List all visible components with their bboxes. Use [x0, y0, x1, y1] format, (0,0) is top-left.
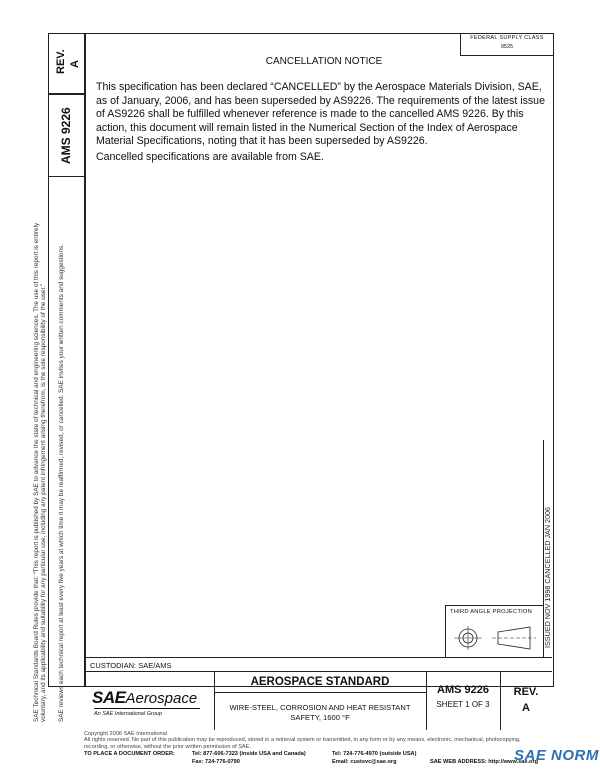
sae-norm-watermark: SAE NORM	[514, 747, 599, 764]
standard-type: AEROSPACE STANDARD	[214, 672, 426, 693]
issue-dates: ISSUED NOV 1998 CANCELLED JAN 2006	[543, 506, 552, 648]
projection-label: THIRD ANGLE PROJECTION	[450, 609, 533, 615]
doc-number-vertical: AMS 9226	[59, 107, 73, 164]
title-block	[84, 671, 552, 730]
cancellation-paragraph: This specification has been declared “CANCELLED” by the Aerospace Materials Division, SAE, as of January, 2006, and has been superseded by AS9226. The requirements of the latest issue of AS9226 shall be fulfilled whenever reference is made to the cancelled AMS 9226. By this action, this document will remain listed in the Numerical Section of the Index of Aerospace Material Specifications, noting that it has been superseded by AS9226.	[96, 81, 545, 147]
copyright: Copyright 2006 SAE International	[84, 731, 168, 737]
logo-aerospace: Aerospace	[125, 690, 198, 707]
fax: Fax: 724-776-0790	[192, 759, 240, 765]
fed-code-line2: 9525	[500, 44, 514, 50]
fed-code-line1: FEDERAL SUPPLY CLASS	[470, 35, 544, 41]
rev-label-bottom: REV.	[513, 686, 539, 698]
rights-line1: All rights reserved. No part of this publication may be reproduced, stored in a retrieval system or transmitted, in any form or by any means, electronic, mechanical, photocopying,	[84, 737, 521, 743]
rev-label: REV.	[55, 49, 67, 74]
side-notice-line2: voluntary, and its applicability and suitability for any particular use, including any patent infringement arising therefrom, is the sole responsibility of the user.”	[40, 283, 47, 722]
federal-supply-class-box	[460, 33, 553, 56]
rev-cell	[48, 33, 86, 95]
order-label: TO PLACE A DOCUMENT ORDER:	[84, 751, 175, 757]
custodian-row	[84, 657, 552, 672]
notice-title: CANCELLATION NOTICE	[265, 56, 383, 67]
tel-us: Tel: 877-606-7323 (inside USA and Canada)	[192, 751, 306, 757]
web-address: SAE WEB ADDRESS: http://www.sae.org	[430, 759, 539, 765]
logo-rule	[94, 708, 200, 709]
sae-aerospace-logo	[92, 688, 197, 708]
rights-line2: recording, or otherwise, without the prior written permission of SAE.	[84, 744, 251, 750]
rev-cell-bottom	[500, 672, 552, 730]
third-angle-projection-icon	[452, 624, 538, 652]
logo-sae: SAE	[92, 688, 126, 707]
standard-cell	[214, 672, 427, 730]
side-notice-line3: SAE reviews each technical report at least every five years at which time it may be reaffirmed, revised, or cancelled. SAE invites your written comments and suggestions.	[58, 244, 65, 722]
logo-subtitle: An SAE International Group	[94, 711, 162, 717]
doc-number-cell	[48, 93, 86, 177]
side-notice-line1: SAE Technical Standards Board Rules provide that: “This report is published by SAE to advance the state of technical and engineering sciences. The use of this report is entirely	[33, 222, 40, 722]
tel-intl: Tel: 724-776-4970 (outside USA)	[332, 751, 417, 757]
sheet-number: SHEET 1 OF 3	[436, 700, 490, 709]
description-line1: WIRE-STEEL, CORROSION AND HEAT RESISTANT	[229, 703, 411, 712]
description-line2: SAFETY, 1600 °F	[290, 713, 350, 722]
rev-value: A	[69, 60, 81, 68]
rev-value-bottom: A	[522, 702, 530, 714]
doc-number-cell-bottom	[426, 672, 501, 730]
projection-box	[445, 605, 544, 658]
email: Email: custsvc@sae.org	[332, 759, 397, 765]
availability-paragraph: Cancelled specifications are available from SAE.	[96, 151, 324, 163]
sae-logo-cell	[84, 672, 215, 730]
custodian-label: CUSTODIAN: SAE/AMS	[90, 661, 172, 670]
doc-number: AMS 9226	[437, 684, 489, 696]
